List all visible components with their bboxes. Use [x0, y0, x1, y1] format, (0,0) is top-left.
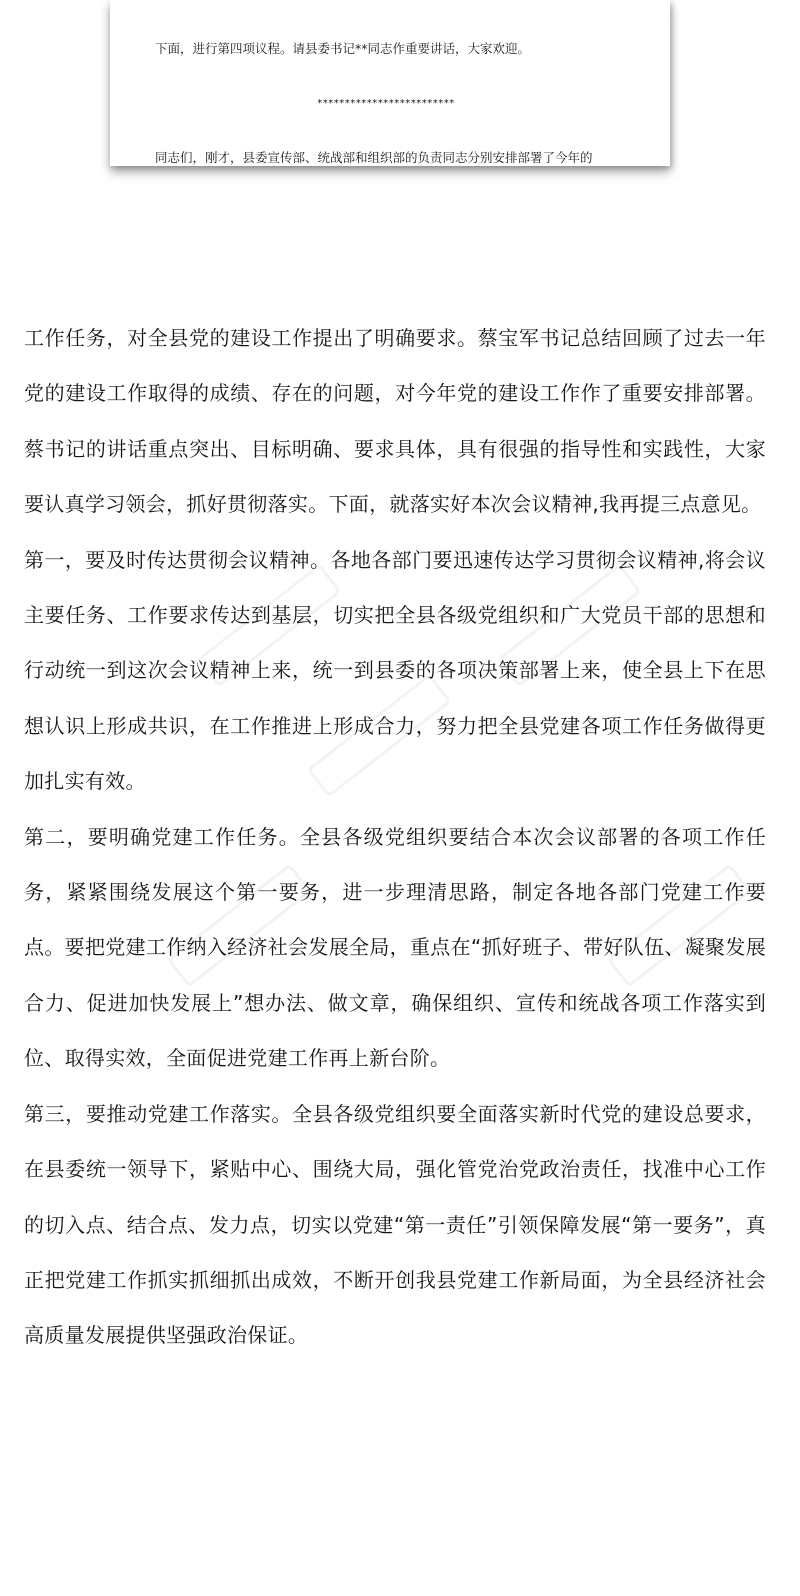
preview-separator: ************************* — [317, 98, 455, 109]
paragraph-point-one: 第一，要及时传达贯彻会议精神。各地各部门要迅速传达学习贯彻会议精神,将会议主要任务、工作要求传达到基层，切实把全县各级党组织和广大党员干部的思想和行动统一到这次会议精神上来，统一到县委的各项决策部署上来，使全县上下在思想认识上形成共识，在工作推进上形成合力，努力把全县党建各项工作任务做得更加扎实有效。 — [24, 547, 766, 794]
speech-body — [24, 311, 766, 1364]
preview-line-agenda: 下面，进行第四项议程。请县委书记**同志作重要讲话，大家欢迎。 — [155, 41, 531, 56]
paragraph-summary: 工作任务，对全县党的建设工作提出了明确要求。蔡宝军书记总结回顾了过去一年党的建设工作取得的成绩、存在的问题，对今年党的建设工作作了重要安排部署。蔡书记的讲话重点突出、目标明确、要求具体，具有很强的指导性和实践性，大家要认真学习领会，抓好贯彻落实。下面，就落实好本次会议精神,我再提三点意见。 — [24, 326, 766, 517]
preview-line-intro: 同志们，刚才，县委宣传部、统战部和组织部的负责同志分别安排部署了今年的 — [155, 150, 593, 165]
document-preview-card — [110, 0, 670, 166]
paragraph-point-three: 第三，要推动党建工作落实。全县各级党组织要全面落实新时代党的建设总要求，在县委统一领导下，紧贴中心、围绕大局，强化管党治党政治责任，找准中心工作的切入点、结合点、发力点，切实以党建“第一责任”引领保障发展“第一要务”，真正把党建工作抓实抓细抓出成效，不断开创我县党建工作新局面，为全县经济社会高质量发展提供坚强政治保证。 — [24, 1101, 766, 1348]
paragraph-point-two: 第二，要明确党建工作任务。全县各级党组织要结合本次会议部署的各项工作任务，紧紧围绕发展这个第一要务，进一步理清思路，制定各地各部门党建工作要点。要把党建工作纳入经济社会发展全局，重点在“抓好班子、带好队伍、凝聚发展合力、促进加快发展上”想办法、做文章，确保组织、宣传和统战各项工作落实到位、取得实效，全面促进党建工作再上新台阶。 — [24, 824, 766, 1071]
